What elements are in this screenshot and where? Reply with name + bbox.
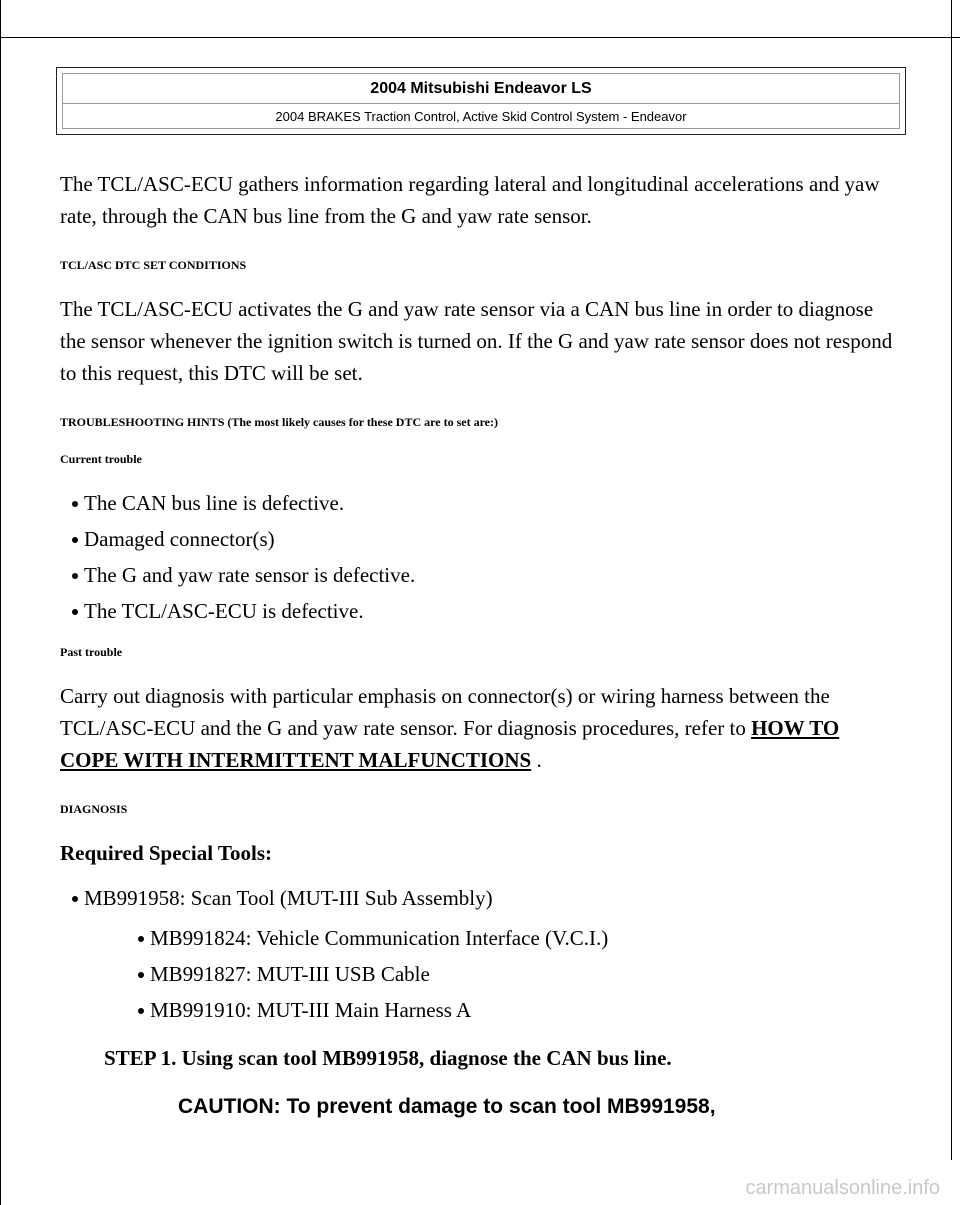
tools-list — [84, 882, 900, 914]
caution-text: CAUTION: To prevent damage to scan tool MB991958, — [178, 1095, 716, 1118]
list-item: Damaged connector(s) — [84, 523, 900, 555]
list-item: The CAN bus line is defective. — [84, 487, 900, 519]
intermittent-malfunctions-link[interactable]: HOW TO COPE WITH INTERMITTENT MALFUNCTIONS — [60, 716, 840, 772]
current-trouble-list — [84, 487, 900, 627]
list-item: MB991910: MUT-III Main Harness A — [150, 994, 900, 1026]
list-item: The TCL/ASC-ECU is defective. — [84, 595, 900, 627]
vehicle-title: 2004 Mitsubishi Endeavor LS — [63, 74, 899, 104]
document-header — [56, 67, 906, 135]
list-item: MB991827: MUT-III USB Cable — [150, 958, 900, 990]
list-item: MB991824: Vehicle Communication Interface (V.C.I.) — [150, 922, 900, 954]
watermark: carmanualsonline.info — [745, 1177, 940, 1199]
page-left-rule — [0, 0, 1, 1205]
document-body — [60, 168, 900, 1119]
page-top-rule — [0, 37, 960, 38]
past-trouble-end: . — [536, 748, 542, 772]
list-item: MB991958: Scan Tool (MUT-III Sub Assembly) — [84, 882, 900, 914]
diagnosis-heading: DIAGNOSIS — [60, 802, 128, 816]
header-inner — [62, 73, 900, 129]
tools-sublist — [150, 922, 900, 1026]
past-trouble-sentence: Carry out diagnosis with particular emphasis on connector(s) or wiring harness between the TCL/ASC-ECU and the G and yaw rate sensor. For diagnosis procedures, refer to — [60, 684, 830, 740]
past-trouble-text — [60, 680, 900, 776]
tools-heading: Required Special Tools: — [60, 841, 272, 865]
dtc-set-text: The TCL/ASC-ECU activates the G and yaw rate sensor via a CAN bus line in order to diagnose the sensor whenever the ignition switch is turned on. If the G and yaw rate sensor does not respond to this request, this DTC will be set. — [60, 297, 893, 385]
dtc-set-heading: TCL/ASC DTC SET CONDITIONS — [60, 258, 247, 272]
step-1: STEP 1. Using scan tool MB991958, diagnose the CAN bus line. — [104, 1046, 672, 1070]
list-item: The G and yaw rate sensor is defective. — [84, 559, 900, 591]
past-trouble-label: Past trouble — [60, 645, 123, 659]
current-trouble-label: Current trouble — [60, 452, 142, 466]
intro-paragraph: The TCL/ASC-ECU gathers information regarding lateral and longitudinal accelerations and yaw rate, through the CAN bus line from the G and yaw rate sensor. — [60, 172, 880, 228]
section-title: 2004 BRAKES Traction Control, Active Skid Control System - Endeavor — [275, 109, 687, 124]
hints-heading: TROUBLESHOOTING HINTS (The most likely causes for these DTC are to set are:) — [60, 415, 498, 429]
page-right-rule — [951, 0, 952, 1160]
